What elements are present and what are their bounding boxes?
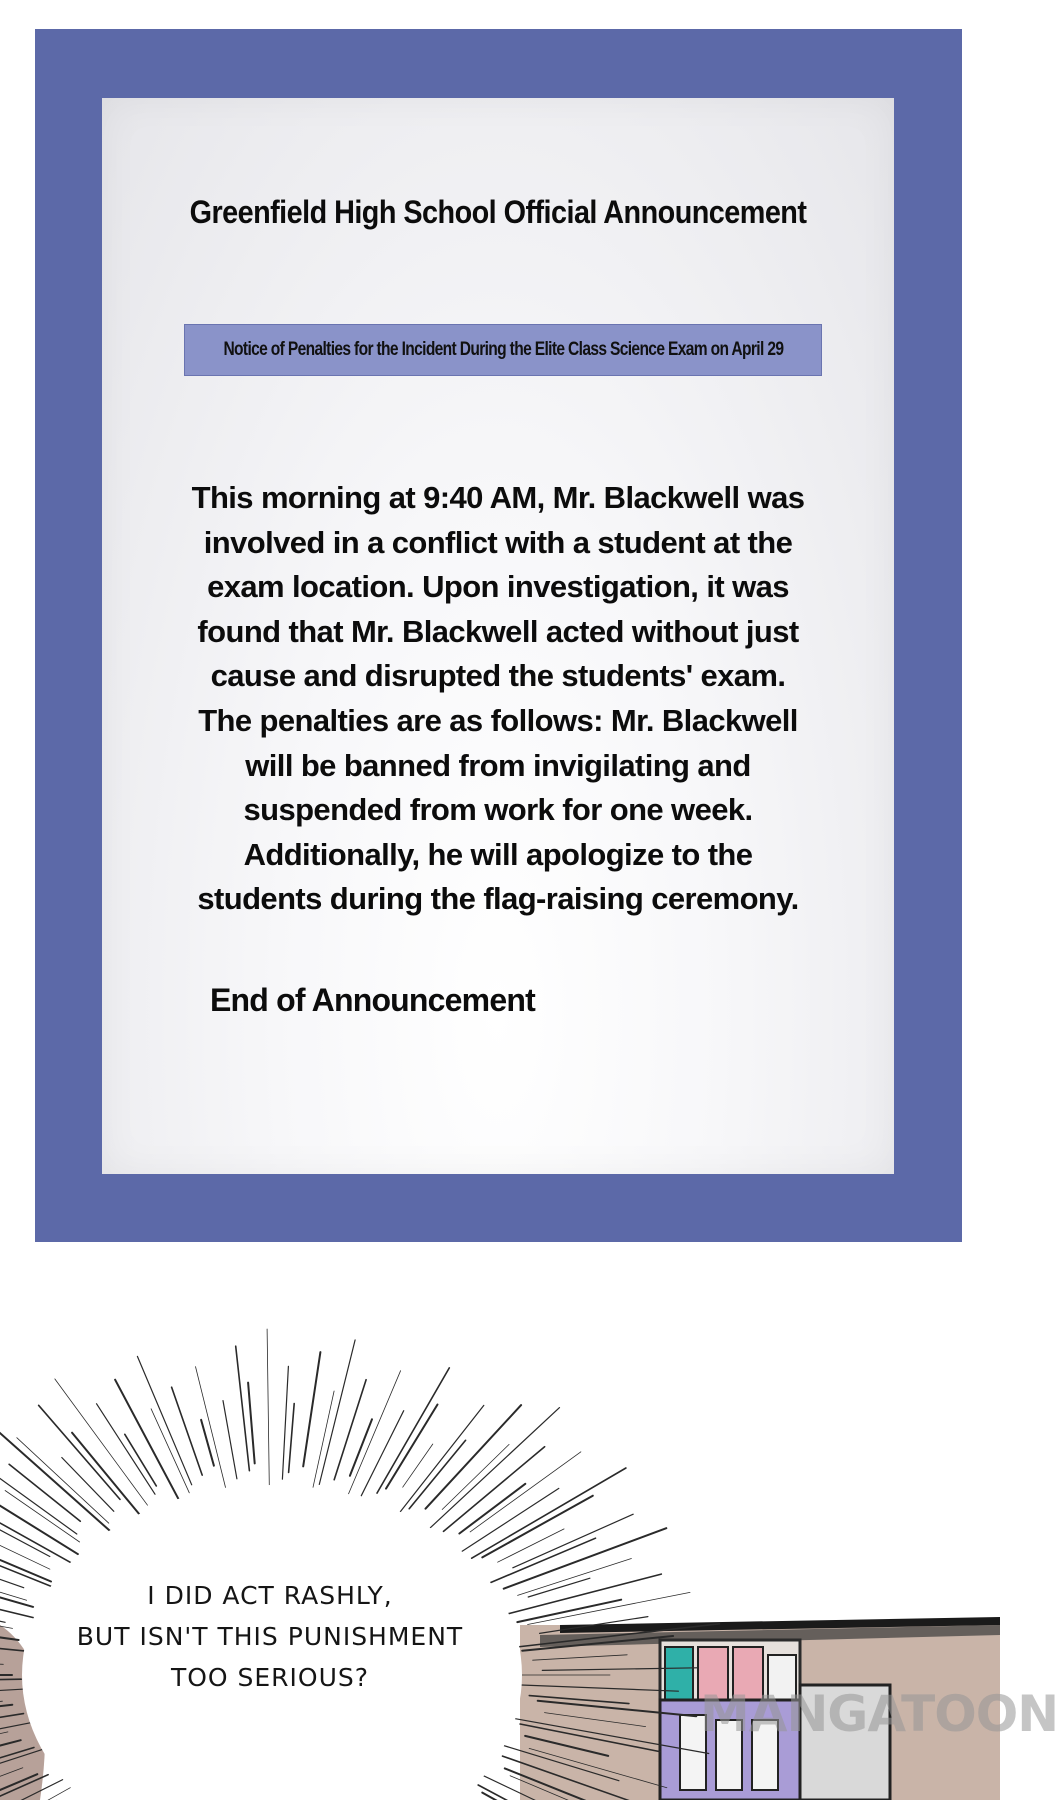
speech-line: TOO SERIOUS? <box>170 1663 370 1692</box>
speed-line <box>125 1434 157 1486</box>
watermark-logo: MANGATOON <box>700 1685 1058 1743</box>
speed-line <box>498 1529 564 1562</box>
speed-line <box>97 1404 156 1495</box>
speed-line <box>528 1592 690 1624</box>
announcement-body <box>172 476 824 922</box>
speech-text <box>40 1575 500 1698</box>
body-line: involved in a conflict with a student at the <box>203 524 793 560</box>
notice-banner <box>184 324 822 376</box>
speed-line <box>236 1346 250 1471</box>
speed-line <box>428 1408 560 1531</box>
speech-line: I DID ACT RASHLY, <box>147 1581 393 1610</box>
speech-line: BUT ISN'T THIS PUNISHMENT <box>76 1622 464 1651</box>
speed-line <box>267 1329 269 1486</box>
body-line: This morning at 9:40 AM, Mr. Blackwell was <box>191 480 805 515</box>
announcement-closing: End of Announcement <box>210 982 535 1018</box>
speed-line <box>282 1366 288 1479</box>
body-line: found that Mr. Blackwell acted without just <box>197 613 799 649</box>
speed-line <box>513 1514 633 1568</box>
speed-line <box>39 1405 120 1499</box>
body-line: exam location. Upon investigation, it was <box>207 569 789 605</box>
speed-line <box>386 1405 438 1489</box>
speed-line <box>201 1420 214 1466</box>
speed-line <box>472 1468 626 1558</box>
speed-line <box>223 1401 237 1479</box>
announcement-paper <box>102 98 894 1174</box>
speed-line <box>172 1387 203 1475</box>
body-line: The penalties are as follows: Mr. Blackwell <box>198 702 798 738</box>
body-line: Additionally, he will apologize to the <box>243 836 753 872</box>
comic-panel <box>0 1385 1058 1800</box>
speed-line <box>517 1600 621 1622</box>
speed-line <box>334 1380 366 1480</box>
speed-line <box>470 1452 581 1532</box>
speed-line <box>17 1438 109 1524</box>
speed-line <box>350 1419 372 1476</box>
announcement-title: Greenfield High School Official Announcement <box>189 194 807 230</box>
speed-line <box>248 1383 255 1464</box>
speed-line <box>0 1478 78 1554</box>
speed-line <box>289 1404 295 1473</box>
notice-text: Notice of Penalties for the Incident During the Elite Class Science Exam on April 29 <box>223 339 783 360</box>
speed-line <box>303 1352 320 1466</box>
body-line: suspended from work for one week. <box>243 792 753 828</box>
speed-line <box>0 1557 33 1607</box>
body-line: cause and disrupted the students' exam. <box>210 658 786 694</box>
speed-line <box>319 1340 355 1484</box>
body-line: students during the flag-raising ceremony. <box>197 881 799 917</box>
speed-line <box>312 1391 334 1491</box>
speed-line <box>403 1444 433 1487</box>
body-line: will be banned from invigilating and <box>245 747 751 783</box>
speed-line <box>457 1488 559 1555</box>
speed-line <box>0 1614 13 1629</box>
speed-line <box>115 1380 180 1503</box>
